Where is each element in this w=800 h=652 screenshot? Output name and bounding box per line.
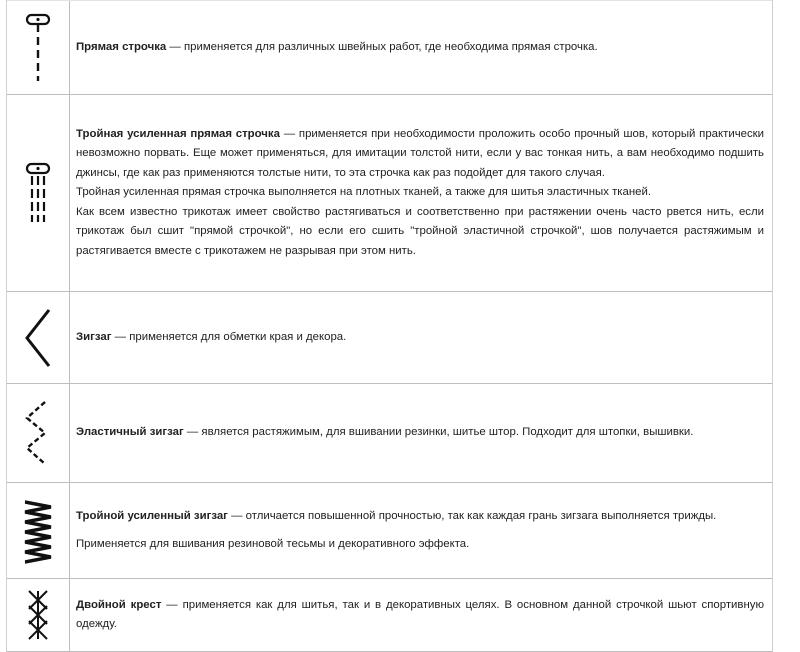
stitch-description xyxy=(70,384,772,482)
zigzag-icon xyxy=(21,307,55,369)
stitch-row xyxy=(7,384,772,483)
stitch-title: Двойной крест xyxy=(76,598,162,611)
elastic-zigzag-icon xyxy=(21,400,55,466)
stitch-description xyxy=(70,1,772,94)
icon-cell xyxy=(7,384,70,482)
stitch-text: Тройная усиленная прямая строчка выполняется на плотных тканей, а также для шитья эластичных тканей. xyxy=(76,186,652,199)
icon-cell xyxy=(7,483,70,578)
stitch-row xyxy=(7,0,772,95)
double-cross-icon xyxy=(21,587,55,643)
stitch-text: Применяется для вшивания резиновой тесьмы и декоративного эффекта. xyxy=(76,537,470,550)
stitch-description xyxy=(70,483,772,578)
stitch-title: Прямая строчка xyxy=(76,40,167,53)
triple-straight-stitch-icon xyxy=(21,162,55,224)
stitch-text: — применяется для обметки края и декора. xyxy=(111,330,347,343)
stitch-text: — применяется для различных швейных работ, где необходима прямая строчка. xyxy=(166,40,598,53)
stitch-description xyxy=(70,95,772,291)
stitch-row xyxy=(7,95,772,292)
stitch-title: Тройная усиленная прямая строчка xyxy=(76,127,280,140)
triple-zigzag-icon xyxy=(21,497,55,565)
stitch-description xyxy=(70,579,772,651)
stitch-text: — является растяжимым, для вшивании резинки, шитье штор. Подходит для штопки, вышивки. xyxy=(183,426,694,439)
stitch-table xyxy=(6,0,773,652)
icon-cell xyxy=(7,1,70,94)
stitch-text: — применяется при необходимости проложить особо прочный шов, который практически невозможно порвать. Еще может применяться, для имитации толстой нити, если у вас тонкая нить, а вам необходимо подшить джинсы, где как раз применяются толстые нити, то эта строчка как раз подойдет для такого случая. xyxy=(76,127,764,179)
stitch-row xyxy=(7,483,772,579)
stitch-title: Эластичный зигзаг xyxy=(76,426,184,439)
straight-stitch-icon xyxy=(21,13,55,83)
icon-cell xyxy=(7,292,70,383)
stitch-title: Тройной усиленный зигзаг xyxy=(76,510,228,522)
stitch-text: Как всем известно трикотаж имеет свойство растягиваться и соответственно при растяжении очень часто рвется нить, если трикотаж был сшит "прямой строчкой", но если его сшить "тройной эластичной строчкой", шов получается растяжимым и растягивается вместе с трикотажем не разрывая при этом нить. xyxy=(76,205,764,257)
stitch-row xyxy=(7,579,772,652)
stitch-description xyxy=(70,292,772,383)
stitch-title: Зигзаг xyxy=(76,330,112,343)
icon-cell xyxy=(7,579,70,651)
icon-cell xyxy=(7,95,70,291)
stitch-row xyxy=(7,292,772,384)
stitch-text: — применяется как для шитья, так и в декоративных целях. В основном данной строчкой шьют спортивную одежду. xyxy=(76,598,764,630)
stitch-text: — отличается повышенной прочностью, так как каждая грань зигзага выполняется трижды. xyxy=(227,510,717,522)
